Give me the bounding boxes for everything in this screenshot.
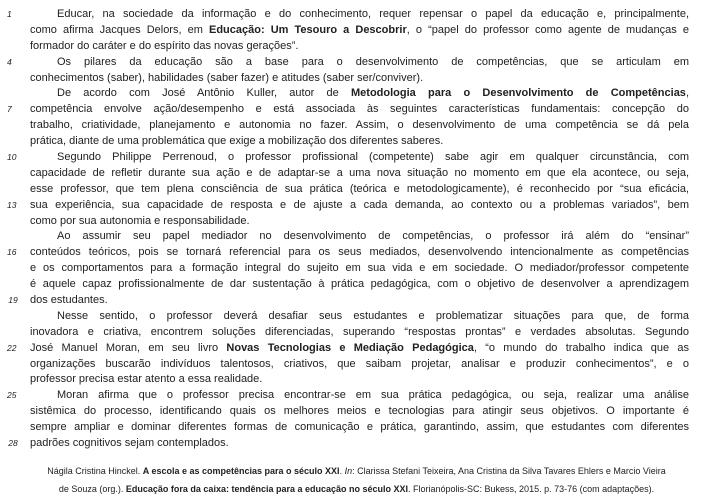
text-segment: padrões cognitivos sejam contemplados.: [30, 437, 229, 450]
text-segment: Moran afirma que o professor precisa encontrar-se em sua prática pedagógica, ou seja, realizar uma análise: [57, 389, 689, 402]
text-line: [7, 55, 689, 71]
text-segment: Os pilares da educação são a base para o desenvolvimento de competências, que se articulam em: [57, 55, 689, 68]
text-segment: Ao assumir seu papel mediador no desenvolvimento de competências, o professor irá além do “ensinar”: [57, 230, 689, 243]
text-line: [8, 293, 689, 309]
text-line: [30, 86, 689, 102]
text-segment: e os comportamentos para a formação integral do sujeito em sua vida e em sociedade. O mediador/professor competente: [30, 262, 689, 275]
bold-text-segment: Educação fora da caixa: tendência para a educação no século XXI: [125, 484, 409, 495]
text-segment: como afirma Jacques Delors, em: [30, 23, 209, 36]
text-line: [7, 7, 689, 23]
text-line: [7, 245, 689, 261]
bold-text-segment: Novas Tecnologias e Mediação Pedagógica: [226, 341, 474, 354]
text-line: [30, 261, 689, 277]
text-line: [30, 39, 689, 55]
text-segment: prática, diante de uma problemática que exige a mobilização dos diferentes saberes.: [30, 135, 444, 148]
line-number: 16: [7, 247, 17, 258]
text-segment: competência envolve ação/desempenho e está associada às seguintes características fundamentais: concepção do: [30, 103, 689, 116]
citation-line: [20, 480, 693, 499]
text-segment: , o “papel do professor como agente de mudanças e: [406, 23, 689, 36]
bold-text-segment: Educação: Um Tesouro a Descobrir: [208, 23, 407, 36]
text-segment: é aquele capaz profissionalmente de dar sustentação à prática pedagógica, com o objetivo de desenvolver a aprendizagem: [30, 278, 689, 291]
text-line: [30, 309, 689, 325]
text-segment: .: [339, 465, 345, 476]
passage-text: [7, 7, 690, 452]
line-number: 7: [7, 104, 12, 115]
text-segment: Nágila Cristina Hinckel.: [47, 465, 143, 476]
italic-text-segment: In: [344, 465, 353, 476]
text-line: [30, 404, 689, 420]
text-line: [30, 229, 689, 245]
text-line: [30, 420, 689, 436]
text-segment: De acordo com José Antônio Kuller, autor de: [57, 87, 352, 100]
line-number: 10: [7, 152, 17, 163]
text-line: [30, 325, 689, 341]
text-line: [8, 436, 689, 452]
text-line: [7, 102, 689, 118]
text-segment: organizações buscarão indivíduos talentosos, criativos, que saibam projetar, analisar e produzir conhecimentos”, e o: [30, 357, 689, 370]
text-segment: capacidade de refletir durante sua ação e de adaptar-se a uma nova situação no momento em que ela acontece, ou seja,: [30, 166, 689, 179]
text-line: [7, 150, 689, 166]
text-segment: como por sua autonomia e responsabilidade.: [30, 214, 250, 227]
line-number: 19: [8, 295, 18, 306]
text-line: [30, 214, 689, 230]
text-line: [30, 134, 689, 150]
text-line: [7, 198, 689, 214]
source-citation: [20, 462, 693, 499]
text-line: [30, 372, 689, 388]
text-line: [30, 277, 689, 293]
text-line: [30, 357, 689, 373]
text-segment: trabalho, criatividade, planejamento e autonomia no fazer. Assim, o desenvolvimento de uma competência se dá pela: [30, 119, 689, 132]
line-number: 1: [7, 9, 12, 19]
text-segment: . Florianópolis-SC: Bukess, 2015. p. 73-76 (com adaptações).: [408, 484, 655, 495]
text-segment: sua experiência, sua capacidade de resposta e de ajuste a cada demanda, ao contexto ou a problemas variados”, bem: [30, 198, 689, 211]
text-segment: sistêmica do processo, identificando quais os melhores meios e tecnologias para atingir seus objetivos. O importante é: [30, 405, 689, 418]
text-segment: José Manuel Moran, em seu livro: [30, 341, 227, 354]
text-segment: professor precisa estar atento a essa realidade.: [30, 373, 263, 386]
text-segment: Educar, na sociedade da informação e do conhecimento, requer repensar o papel da educação e, principalmente,: [57, 8, 689, 20]
text-segment: conteúdos teóricos, pois se tornará referencial para os seus mediados, desenvolvendo intencionalmente as competências: [30, 246, 689, 259]
text-segment: , “o mundo do trabalho indica que as: [473, 341, 690, 354]
text-segment: Segundo Philippe Perrenoud, o professor profissional (competente) sabe agir em qualquer circunstância, com: [57, 151, 689, 164]
text-line: [30, 23, 689, 39]
text-segment: conhecimentos (saber), habilidades (saber fazer) e atitudes (saber ser/conviver).: [30, 71, 424, 84]
bold-text-segment: Metodologia para o Desenvolvimento de Competências: [351, 87, 686, 100]
text-line: [30, 71, 689, 87]
citation-line: [20, 462, 693, 481]
text-segment: esse professor, que tem plena consciência de sua prática (teórica e metodologicamente), é reconhecido por “sua eficácia,: [30, 182, 689, 195]
text-segment: formador do caráter e do espírito das novas gerações”.: [30, 39, 299, 52]
text-segment: inovadora e criativa, encontrem soluções diferenciadas, superando “respostas prontas” e verdades absolutas. Segundo: [30, 325, 689, 338]
text-segment: ,: [685, 87, 689, 100]
line-number: 4: [7, 56, 12, 67]
text-line: [30, 118, 689, 134]
text-segment: dos estudantes.: [30, 294, 108, 307]
text-segment: : Clarissa Stefani Teixeira, Ana Cristina da Silva Tavares Ehlers e Marcio Vieira: [352, 465, 666, 476]
text-line: [30, 166, 689, 182]
text-line: [7, 341, 690, 357]
line-number: 25: [7, 390, 17, 401]
text-segment: sempre ampliar e dominar diferentes formas de comunicação e prática, garantindo, assim, que estudantes com diferentes: [30, 421, 689, 434]
text-line: [30, 182, 689, 198]
text-segment: de Souza (org.).: [58, 484, 126, 495]
line-number: 13: [7, 199, 17, 210]
line-number: 22: [7, 342, 17, 353]
line-number: 28: [8, 438, 18, 449]
text-segment: Nesse sentido, o professor deverá desafiar seus estudantes e problematizar situações para que, de forma: [57, 309, 689, 322]
bold-text-segment: A escola e as competências para o século XXI: [142, 465, 340, 476]
text-line: [7, 388, 689, 404]
